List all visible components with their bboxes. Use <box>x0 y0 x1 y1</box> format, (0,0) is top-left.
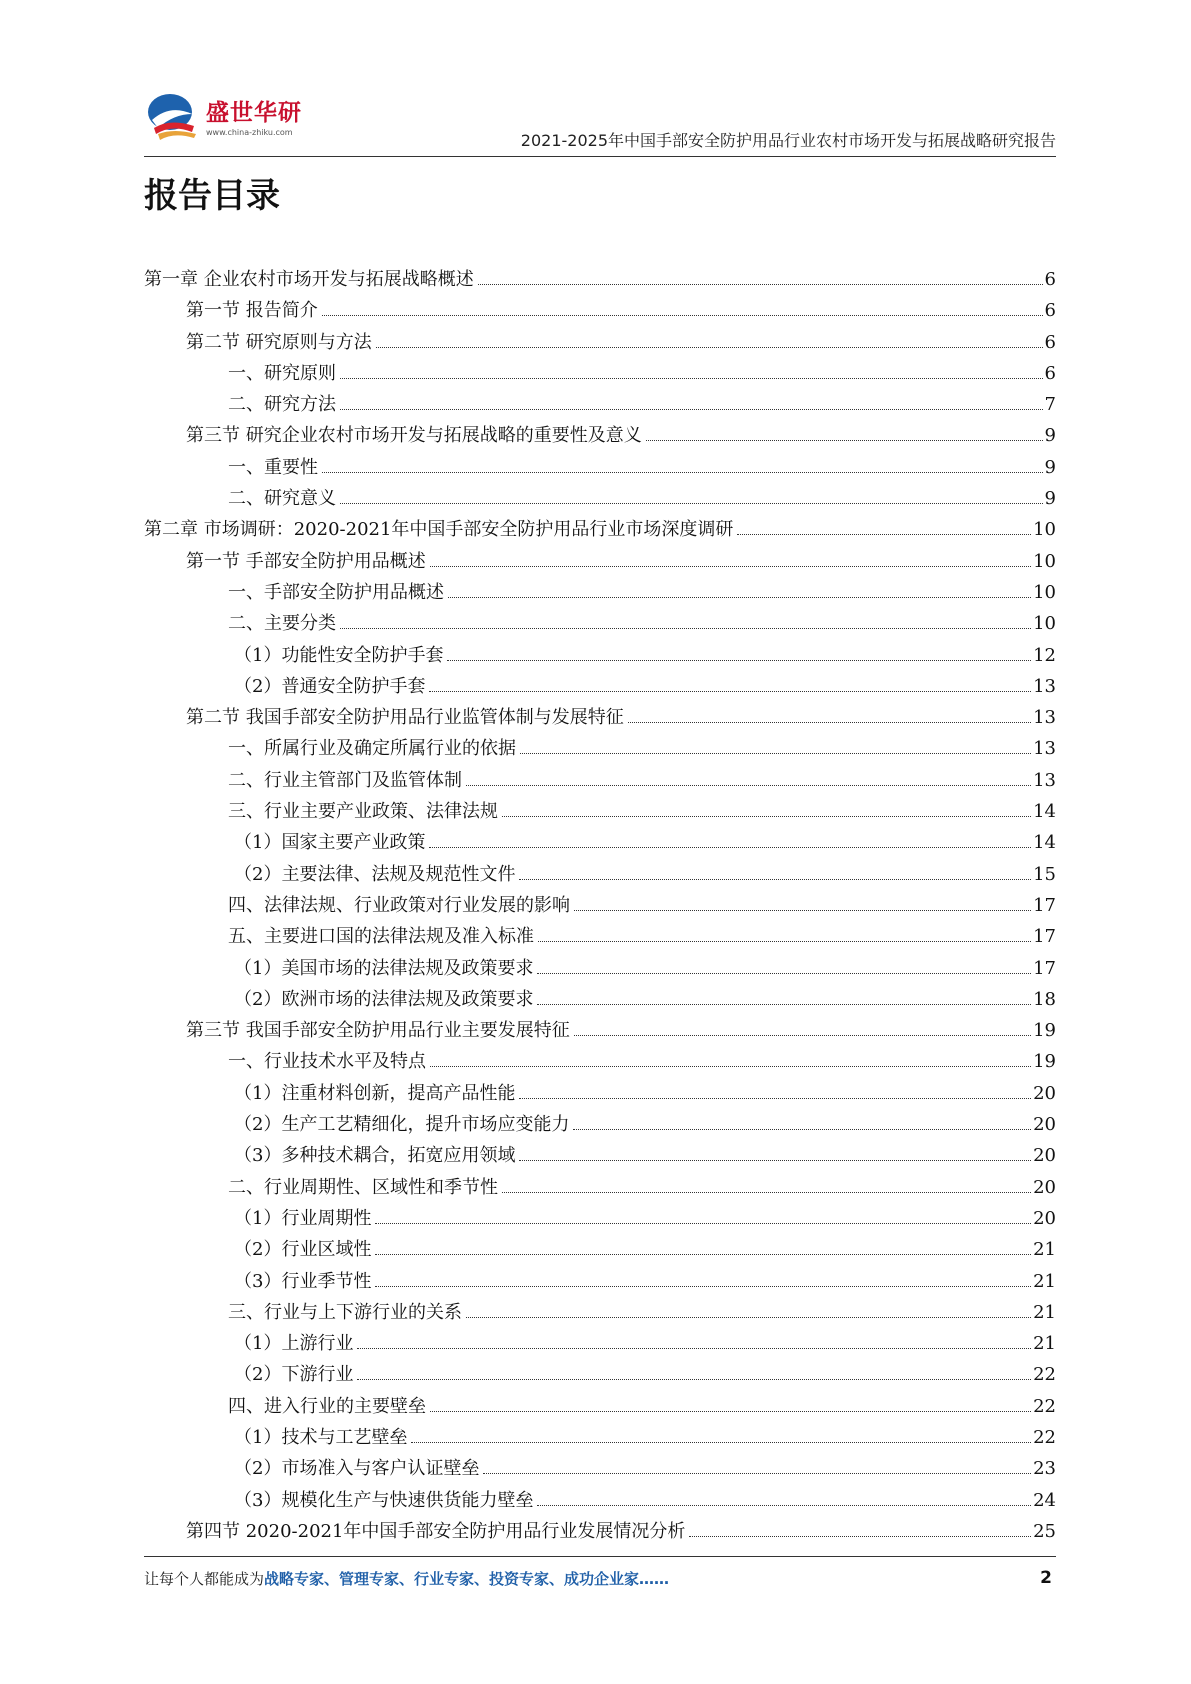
toc-entry-page: 15 <box>1033 863 1056 885</box>
toc-entry[interactable] <box>144 608 1056 639</box>
toc-entry-page: 17 <box>1033 926 1056 948</box>
toc-entry-page: 21 <box>1033 1301 1056 1323</box>
toc-entry-title: 一、所属行业及确定所属行业的依据 <box>228 738 516 760</box>
toc-entry[interactable] <box>144 577 1056 608</box>
page-heading: 报告目录 <box>144 176 280 216</box>
toc-entry[interactable] <box>144 859 1056 890</box>
toc-dot-leader <box>411 1442 1031 1443</box>
toc-entry-page: 19 <box>1033 1051 1056 1073</box>
toc-entry[interactable] <box>144 1109 1056 1140</box>
toc-entry-page: 18 <box>1033 988 1056 1010</box>
toc-entry-page: 23 <box>1033 1458 1056 1480</box>
toc-dot-leader <box>357 1348 1031 1349</box>
toc-entry[interactable] <box>144 1203 1056 1234</box>
toc-dot-leader <box>478 284 1043 285</box>
toc-entry-title: 第二节 研究原则与方法 <box>186 331 372 353</box>
toc-dot-leader <box>537 973 1031 974</box>
toc-entry-title: 二、行业周期性、区域性和季节性 <box>228 1176 498 1198</box>
table-of-contents <box>144 264 1056 1547</box>
toc-entry-page: 21 <box>1033 1270 1056 1292</box>
toc-entry[interactable] <box>144 733 1056 764</box>
toc-dot-leader <box>466 785 1031 786</box>
toc-entry[interactable] <box>144 921 1056 952</box>
toc-entry-title: 四、进入行业的主要壁垒 <box>228 1395 426 1417</box>
toc-entry[interactable] <box>144 1391 1056 1422</box>
toc-entry-title: 二、研究意义 <box>228 488 336 510</box>
toc-entry-page: 20 <box>1033 1114 1056 1136</box>
toc-entry[interactable] <box>144 264 1056 295</box>
toc-dot-leader <box>574 1035 1031 1036</box>
toc-entry[interactable] <box>144 890 1056 921</box>
toc-entry[interactable] <box>144 389 1056 420</box>
toc-entry-title: 一、重要性 <box>228 456 318 478</box>
toc-entry-title: 二、主要分类 <box>228 613 336 635</box>
toc-entry[interactable] <box>144 1172 1056 1203</box>
toc-entry[interactable] <box>144 514 1056 545</box>
toc-entry-title: （2）主要法律、法规及规范性文件 <box>234 863 516 885</box>
toc-entry-page: 6 <box>1044 300 1056 322</box>
toc-dot-leader <box>430 1411 1031 1412</box>
header-divider <box>144 156 1056 157</box>
toc-entry-title: （2）生产工艺精细化，提升市场应变能力 <box>234 1114 570 1136</box>
toc-dot-leader <box>340 378 1043 379</box>
toc-entry[interactable] <box>144 1485 1056 1516</box>
toc-entry-title: 四、法律法规、行业政策对行业发展的影响 <box>228 894 570 916</box>
toc-entry[interactable] <box>144 358 1056 389</box>
toc-entry-title: 二、研究方法 <box>228 394 336 416</box>
toc-entry-page: 25 <box>1033 1520 1056 1542</box>
toc-entry[interactable] <box>144 1328 1056 1359</box>
toc-dot-leader <box>628 722 1031 723</box>
toc-entry-page: 6 <box>1044 362 1056 384</box>
toc-entry-page: 6 <box>1044 331 1056 353</box>
logo-url: www.china-zhiku.com <box>206 128 293 137</box>
toc-dot-leader <box>689 1536 1031 1537</box>
toc-dot-leader <box>537 1505 1031 1506</box>
toc-entry-title: （2）下游行业 <box>234 1364 354 1386</box>
toc-entry-title: （2）普通安全防护手套 <box>234 675 426 697</box>
toc-dot-leader <box>430 566 1031 567</box>
toc-entry-title: （1）技术与工艺壁垒 <box>234 1426 408 1448</box>
toc-dot-leader <box>429 847 1031 848</box>
toc-entry-title: （1）注重材料创新，提高产品性能 <box>234 1082 516 1104</box>
toc-dot-leader <box>520 753 1031 754</box>
toc-entry[interactable] <box>144 765 1056 796</box>
toc-dot-leader <box>340 628 1031 629</box>
toc-entry[interactable] <box>144 327 1056 358</box>
toc-dot-leader <box>375 1223 1031 1224</box>
toc-dot-leader <box>502 1192 1031 1193</box>
toc-entry[interactable] <box>144 702 1056 733</box>
toc-entry-page: 24 <box>1033 1489 1056 1511</box>
toc-dot-leader <box>340 409 1043 410</box>
toc-entry-page: 10 <box>1033 550 1056 572</box>
toc-entry[interactable] <box>144 1359 1056 1390</box>
toc-entry-title: （3）多种技术耦合，拓宽应用领域 <box>234 1145 516 1167</box>
toc-dot-leader <box>537 1004 1031 1005</box>
toc-entry[interactable] <box>144 984 1056 1015</box>
toc-entry[interactable] <box>144 483 1056 514</box>
toc-entry-page: 20 <box>1033 1082 1056 1104</box>
page-number: 2 <box>1040 1568 1052 1588</box>
page-header <box>144 80 1056 156</box>
toc-entry-page: 13 <box>1033 707 1056 729</box>
toc-entry-title: 一、手部安全防护用品概述 <box>228 581 444 603</box>
toc-entry[interactable] <box>144 640 1056 671</box>
toc-entry[interactable] <box>144 827 1056 858</box>
toc-entry-page: 21 <box>1033 1333 1056 1355</box>
toc-entry-title: （1）美国市场的法律法规及政策要求 <box>234 957 534 979</box>
toc-dot-leader <box>375 1286 1031 1287</box>
toc-dot-leader <box>519 879 1031 880</box>
toc-dot-leader <box>447 660 1031 661</box>
toc-entry[interactable] <box>144 1516 1056 1547</box>
toc-entry-title: 第四节 2020-2021年中国手部安全防护用品行业发展情况分析 <box>186 1520 686 1542</box>
company-logo <box>144 84 314 148</box>
toc-dot-leader <box>466 1317 1031 1318</box>
toc-entry[interactable] <box>144 1140 1056 1171</box>
toc-dot-leader <box>573 1129 1031 1130</box>
logo-name: 盛世华研 <box>206 100 302 126</box>
toc-entry-page: 10 <box>1033 613 1056 635</box>
toc-dot-leader <box>448 597 1031 598</box>
toc-entry-title: （2）欧洲市场的法律法规及政策要求 <box>234 988 534 1010</box>
toc-entry-page: 14 <box>1033 801 1056 823</box>
toc-dot-leader <box>574 910 1031 911</box>
toc-entry-title: 三、行业与上下游行业的关系 <box>228 1301 462 1323</box>
toc-entry-page: 20 <box>1033 1145 1056 1167</box>
toc-entry-title: 一、行业技术水平及特点 <box>228 1051 426 1073</box>
toc-entry-page: 12 <box>1033 644 1056 666</box>
toc-entry-title: （1）国家主要产业政策 <box>234 832 426 854</box>
footer-slogan-lead: 让每个人都能成为 <box>144 1570 265 1588</box>
toc-entry-page: 22 <box>1033 1395 1056 1417</box>
toc-entry-page: 9 <box>1044 425 1056 447</box>
toc-entry-page: 13 <box>1033 675 1056 697</box>
toc-dot-leader <box>502 816 1031 817</box>
toc-entry-title: 第二章 市场调研：2020-2021年中国手部安全防护用品行业市场深度调研 <box>144 519 734 541</box>
toc-entry[interactable] <box>144 953 1056 984</box>
toc-entry-title: （2）行业区域性 <box>234 1239 372 1261</box>
toc-entry-title: （2）市场准入与客户认证壁垒 <box>234 1458 480 1480</box>
toc-entry-title: 二、行业主管部门及监管体制 <box>228 769 462 791</box>
toc-dot-leader <box>646 440 1043 441</box>
toc-dot-leader <box>375 1254 1031 1255</box>
toc-entry-title: （1）行业周期性 <box>234 1207 372 1229</box>
toc-entry-page: 20 <box>1033 1176 1056 1198</box>
toc-entry[interactable] <box>144 1015 1056 1046</box>
footer-divider <box>144 1556 1056 1557</box>
toc-entry-page: 21 <box>1033 1239 1056 1261</box>
toc-entry-page: 6 <box>1044 269 1056 290</box>
toc-dot-leader <box>340 503 1043 504</box>
toc-dot-leader <box>429 691 1031 692</box>
toc-entry-page: 9 <box>1044 456 1056 478</box>
report-title: 2021-2025年中国手部安全防护用品行业农村市场开发与拓展战略研究报告 <box>520 131 1056 150</box>
toc-entry-page: 20 <box>1033 1207 1056 1229</box>
toc-entry-page: 9 <box>1044 488 1056 510</box>
toc-entry-title: 五、主要进口国的法律法规及准入标准 <box>228 926 534 948</box>
toc-entry-page: 17 <box>1033 957 1056 979</box>
toc-entry-title: （3）行业季节性 <box>234 1270 372 1292</box>
toc-dot-leader <box>376 347 1043 348</box>
toc-entry[interactable] <box>144 671 1056 702</box>
toc-dot-leader <box>519 1160 1031 1161</box>
toc-dot-leader <box>483 1473 1031 1474</box>
toc-dot-leader <box>538 941 1031 942</box>
toc-entry-page: 13 <box>1033 738 1056 760</box>
toc-dot-leader <box>322 472 1043 473</box>
toc-entry-title: 第三节 研究企业农村市场开发与拓展战略的重要性及意义 <box>186 425 642 447</box>
toc-entry[interactable] <box>144 1266 1056 1297</box>
toc-dot-leader <box>430 1066 1031 1067</box>
toc-entry[interactable] <box>144 546 1056 577</box>
toc-entry-page: 17 <box>1033 894 1056 916</box>
toc-entry-title: 一、研究原则 <box>228 362 336 384</box>
toc-entry-title: 第一节 报告简介 <box>186 300 318 322</box>
toc-entry[interactable] <box>144 295 1056 326</box>
toc-entry[interactable] <box>144 796 1056 827</box>
toc-entry[interactable] <box>144 420 1056 451</box>
toc-entry-page: 7 <box>1044 394 1056 416</box>
toc-entry-page: 13 <box>1033 769 1056 791</box>
toc-entry-page: 19 <box>1033 1020 1056 1042</box>
toc-entry-title: 第二节 我国手部安全防护用品行业监管体制与发展特征 <box>186 707 624 729</box>
toc-entry[interactable] <box>144 1234 1056 1265</box>
logo-emblem-icon <box>144 84 208 144</box>
toc-entry[interactable] <box>144 452 1056 483</box>
toc-entry-title: （1）功能性安全防护手套 <box>234 644 444 666</box>
toc-entry-title: （1）上游行业 <box>234 1333 354 1355</box>
toc-dot-leader <box>519 1098 1031 1099</box>
page-footer <box>144 1568 1056 1598</box>
toc-entry-title: 第三节 我国手部安全防护用品行业主要发展特征 <box>186 1020 570 1042</box>
toc-entry-page: 10 <box>1033 519 1056 541</box>
toc-entry[interactable] <box>144 1453 1056 1484</box>
toc-entry[interactable] <box>144 1078 1056 1109</box>
toc-entry-page: 10 <box>1033 581 1056 603</box>
toc-entry-page: 14 <box>1033 832 1056 854</box>
toc-entry-title: 第一章 企业农村市场开发与拓展战略概述 <box>144 269 474 290</box>
toc-dot-leader <box>737 534 1031 535</box>
toc-entry[interactable] <box>144 1297 1056 1328</box>
toc-dot-leader <box>322 315 1043 316</box>
toc-entry-title: 第一节 手部安全防护用品概述 <box>186 550 426 572</box>
footer-slogan-roles: 战略专家、管理专家、行业专家、投资专家、成功企业家…… <box>264 1570 670 1588</box>
toc-entry-title: 三、行业主要产业政策、法律法规 <box>228 801 498 823</box>
toc-entry-title: （3）规模化生产与快速供货能力壁垒 <box>234 1489 534 1511</box>
toc-entry-page: 22 <box>1033 1426 1056 1448</box>
toc-entry[interactable] <box>144 1046 1056 1077</box>
toc-dot-leader <box>357 1379 1031 1380</box>
toc-entry-page: 22 <box>1033 1364 1056 1386</box>
toc-entry[interactable] <box>144 1422 1056 1453</box>
